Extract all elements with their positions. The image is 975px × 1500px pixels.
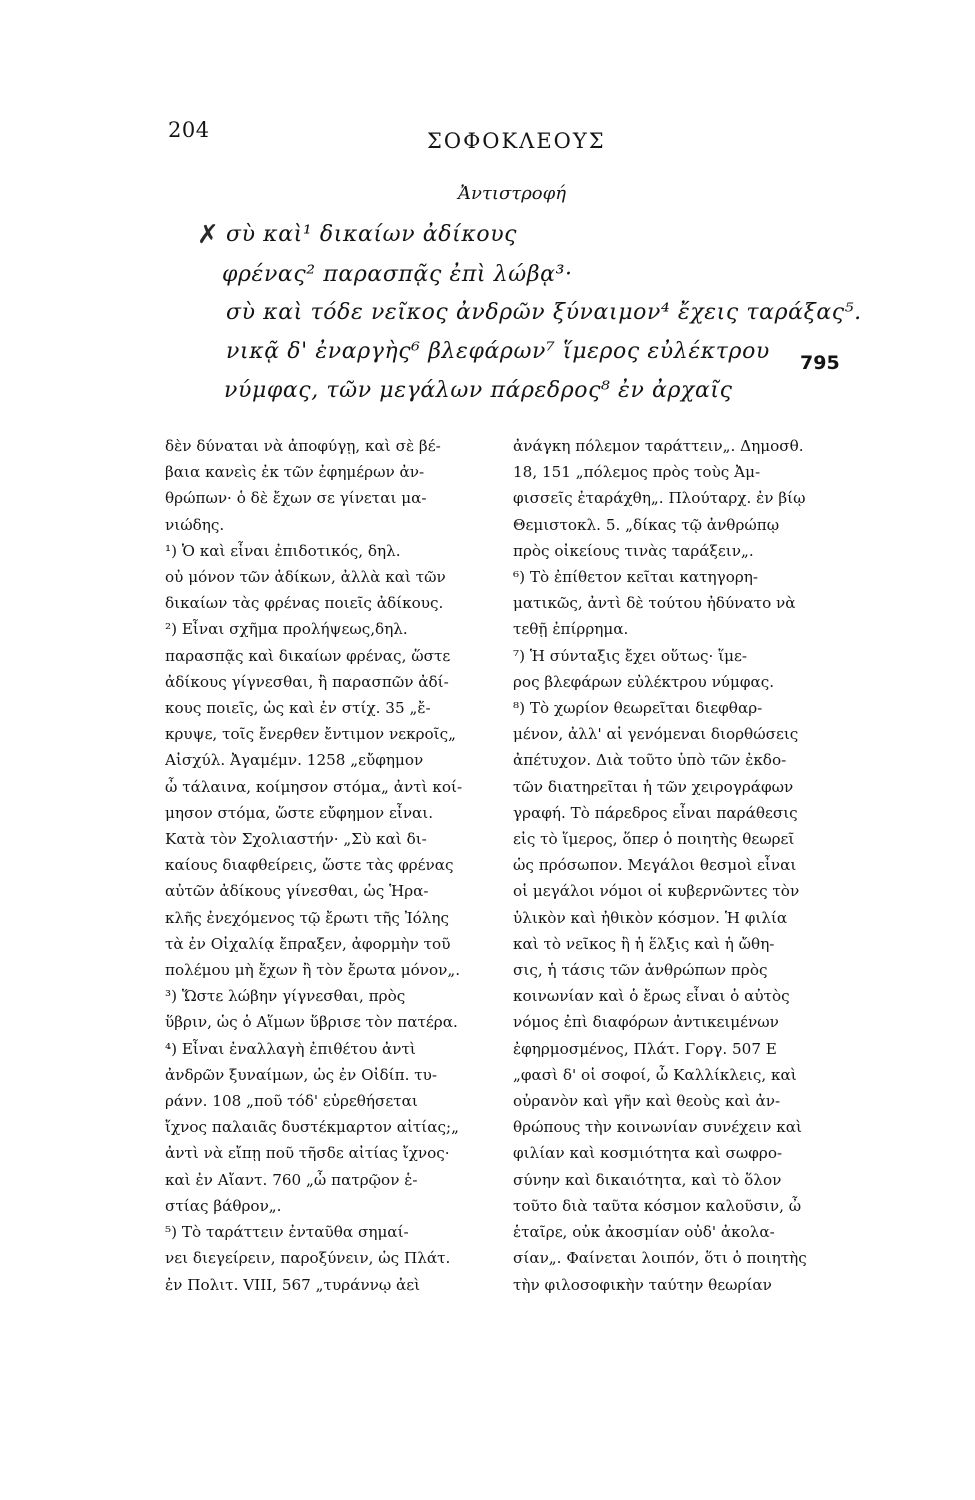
verse-line-4: νικᾷ δ' ἐναργὴς⁶ βλεφάρων⁷ ἵμερος εὐλέκτρου [226,339,770,364]
commentary-right-line: μένον, ἀλλ' αἱ γενόμεναι διορθώσεις [513,725,799,744]
commentary-right-line: σύνην καὶ δικαιότητα, καὶ τὸ ὅλον [513,1170,782,1189]
commentary-left-line: στίας βάθρον„. [165,1196,282,1215]
running-head: ΣΟΦΟΚΛΕΟΥΣ [427,129,606,153]
commentary-right-line: σις, ἡ τάσις τῶν ἀνθρώπων πρὸς [513,961,768,980]
commentary-right-line: „φασὶ δ' οἱ σοφοί, ὦ Καλλίκλεις, καὶ [513,1065,797,1084]
commentary-left-line: κρυψε, τοῖς ἔνερθεν ἔντιμον νεκροῖς„ [165,725,456,744]
commentary-left-line: ἐν Πολιτ. VIII, 567 „τυράννῳ ἀεὶ [165,1275,421,1294]
commentary-right-line: πρὸς οἰκείους τινὰς ταράξειν„. [513,541,754,560]
commentary-left-line: μησον στόμα, ὥστε εὔφημον εἶναι. [165,803,434,822]
commentary-left-line: καίους διαφθείρεις, ὥστε τὰς φρένας [165,856,454,875]
verse-line-1: σὺ καὶ¹ δικαίων ἀδίκους [226,222,518,247]
commentary-right-line: ἀπέτυχον. Διὰ τοῦτο ὑπὸ τῶν ἐκδο- [513,751,787,770]
commentary-right-line: τεθῇ ἐπίρρημα. [513,620,629,639]
commentary-left-line: δὲν δύναται νὰ ἀποφύγῃ, καὶ σὲ βέ- [165,437,441,455]
commentary-left-line: ράνν. 108 „ποῦ τόδ' εὑρεθήσεται [165,1092,418,1111]
commentary-left-line: ⁵) Τὸ ταράττειν ἐνταῦθα σημαί- [165,1223,409,1242]
commentary-right-line: ⁸) Τὸ χωρίον θεωρεῖται διεφθαρ- [513,699,763,718]
commentary-left-line: ²) Εἶναι σχῆμα προλήψεως,δηλ. [165,620,408,639]
commentary-left-line: ὦ τάλαινα, κοίμησον στόμα„ ἀντὶ κοί- [165,777,463,796]
commentary-right-line: φισσεῖς ἐταράχθη„. Πλούταρχ. ἐν βίῳ [513,489,806,508]
handwritten-mark: ✗ [197,220,219,250]
commentary-right-line: νόμος ἐπὶ διαφόρων ἀντικειμένων [513,1013,779,1032]
commentary-right-line: ἀνάγκη πόλεμον ταράττειν„. Δημοσθ. [513,437,804,455]
commentary-right-line: θρώπους τὴν κοινωνίαν συνέχειν καὶ [513,1118,802,1137]
commentary-left-line: ¹) Ὁ καὶ εἶναι ἐπιδοτικός, δηλ. [165,541,401,560]
commentary-left-line: κους ποιεῖς, ὡς καὶ ἐν στίχ. 35 „ἔ- [165,699,431,718]
commentary-right-line: οἱ μεγάλοι νόμοι οἱ κυβερνῶντες τὸν [513,882,800,901]
commentary-right-line: ρος βλεφάρων εὐλέκτρου νύμφας. [513,672,775,691]
commentary-left-line: νιώδης. [165,515,225,534]
commentary-left-column [165,433,493,1298]
commentary-right-line: τῶν διατηρεῖται ἡ τῶν χειρογράφων [513,777,794,796]
verse-line-5: νύμφας, τῶν μεγάλων πάρεδρος⁸ ἐν ἀρχαῖς [224,378,733,403]
commentary-right-line: ἐφηρμοσμένος, Πλάτ. Γοργ. 507 Ε [513,1039,777,1058]
commentary-right-line: σίαν„. Φαίνεται λοιπόν, ὅτι ὁ ποιητὴς [513,1249,807,1268]
commentary-right-line: κοινωνίαν καὶ ὁ ἔρως εἶναι ὁ αὐτὸς [513,987,790,1006]
commentary-right-line: ὑλικὸν καὶ ἠθικὸν κόσμον. Ἡ φιλία [513,908,788,927]
line-number: 795 [800,352,840,374]
commentary-right-line: ὡς πρόσωπον. Μεγάλοι θεσμοὶ εἶναι [513,856,797,875]
section-label: Ἀντιστροφή [458,183,567,204]
commentary-left-line: ἀνδρῶν ξυναίμων, ὡς ἐν Οἰδίπ. τυ- [165,1065,438,1084]
commentary-left-line: Κατὰ τὸν Σχολιαστήν· „Σὺ καὶ δι- [165,830,427,849]
commentary-left-line: πολέμου μὴ ἔχων ἢ τὸν ἔρωτα μόνον„. [165,961,461,980]
commentary-left-line: ἀντὶ νὰ εἴπῃ ποῦ τῆσδε αἰτίας ἴχνος· [165,1144,450,1163]
commentary-right-line: ⁶) Τὸ ἐπίθετον κεῖται κατηγορη- [513,568,759,587]
commentary-left-line: παρασπᾷς καὶ δικαίων φρένας, ὥστε [165,646,451,665]
commentary-left-line: κλῆς ἐνεχόμενος τῷ ἔρωτι τῆς Ἰόλης [165,908,449,927]
commentary-right-line: τοῦτο διὰ ταῦτα κόσμον καλοῦσιν, ὦ [513,1196,802,1215]
commentary-left-line: ³) Ὥστε λώβην γίγνεσθαι, πρὸς [165,987,406,1006]
commentary-left-line: Αἰσχύλ. Ἀγαμέμν. 1258 „εὔφημον [165,751,424,770]
commentary-left-line: τὰ ἐν Οἰχαλίᾳ ἔπραξεν, ἀφορμὴν τοῦ [165,934,451,953]
commentary-right-line: φιλίαν καὶ κοσμιότητα καὶ σωφρο- [513,1144,783,1163]
commentary-left-line: θρώπων· ὁ δὲ ἔχων σε γίνεται μα- [165,489,427,508]
commentary-left-line: καὶ ἐν Αἴαντ. 760 „ὦ πατρῷον ἑ- [165,1170,418,1189]
commentary-right-line: γραφή. Τὸ πάρεδρος εἶναι παράθεσις [513,803,798,822]
commentary-left-line: ⁴) Εἶναι ἐναλλαγὴ ἐπιθέτου ἀντὶ [165,1039,416,1058]
commentary-left-line: δικαίων τὰς φρένας ποιεῖς ἀδίκους. [165,594,444,613]
commentary-right-column [513,433,843,1298]
commentary-left-line: αὐτῶν ἀδίκους γίνεσθαι, ὡς Ἡρα- [165,882,429,901]
verse-line-2: φρένας² παρασπᾷς ἐπὶ λώβᾳ³· [222,262,573,287]
page-number: 204 [168,118,210,142]
commentary-left-line: ὕβριν, ὡς ὁ Αἵμων ὕβρισε τὸν πατέρα. [165,1013,458,1032]
commentary-right-line: ⁷) Ἡ σύνταξις ἔχει οὕτως· ἵμε- [513,646,748,665]
commentary-right-line: Θεμιστοκλ. 5. „δίκας τῷ ἀνθρώπῳ [513,515,780,534]
commentary-right-line: καὶ τὸ νεῖκος ἢ ἡ ἕλξις καὶ ἡ ὤθη- [513,934,775,953]
verse-line-3: σὺ καὶ τόδε νεῖκος ἀνδρῶν ξύναιμον⁴ ἔχεις ταράξας⁵. [226,300,862,325]
commentary-left-line: οὐ μόνον τῶν ἀδίκων, ἀλλὰ καὶ τῶν [165,568,446,587]
commentary-right-line: ματικῶς, ἀντὶ δὲ τούτου ἠδύνατο νὰ [513,594,796,613]
commentary-left-line: ἴχνος παλαιᾶς δυστέκμαρτον αἰτίας;„ [165,1118,460,1137]
commentary-right-line: 18, 151 „πόλεμος πρὸς τοὺς Ἀμ- [513,463,761,482]
commentary-right-line: εἰς τὸ ἵμερος, ὅπερ ὁ ποιητὴς θεωρεῖ [513,830,795,849]
commentary-right-line: ἑταῖρε, οὐκ ἀκοσμίαν οὐδ' ἀκολα- [513,1223,775,1242]
commentary-left-line: νει διεγείρειν, παροξύνειν, ὡς Πλάτ. [165,1249,451,1268]
commentary-right-line: τὴν φιλοσοφικὴν ταύτην θεωρίαν [513,1275,772,1294]
commentary-left-line: βαια κανεὶς ἐκ τῶν ἐφημέρων ἀν- [165,463,425,482]
commentary-left-line: ἀδίκους γίγνεσθαι, ἢ παρασπῶν ἀδί- [165,672,449,691]
commentary-right-line: οὐρανὸν καὶ γῆν καὶ θεοὺς καὶ ἀν- [513,1092,781,1111]
